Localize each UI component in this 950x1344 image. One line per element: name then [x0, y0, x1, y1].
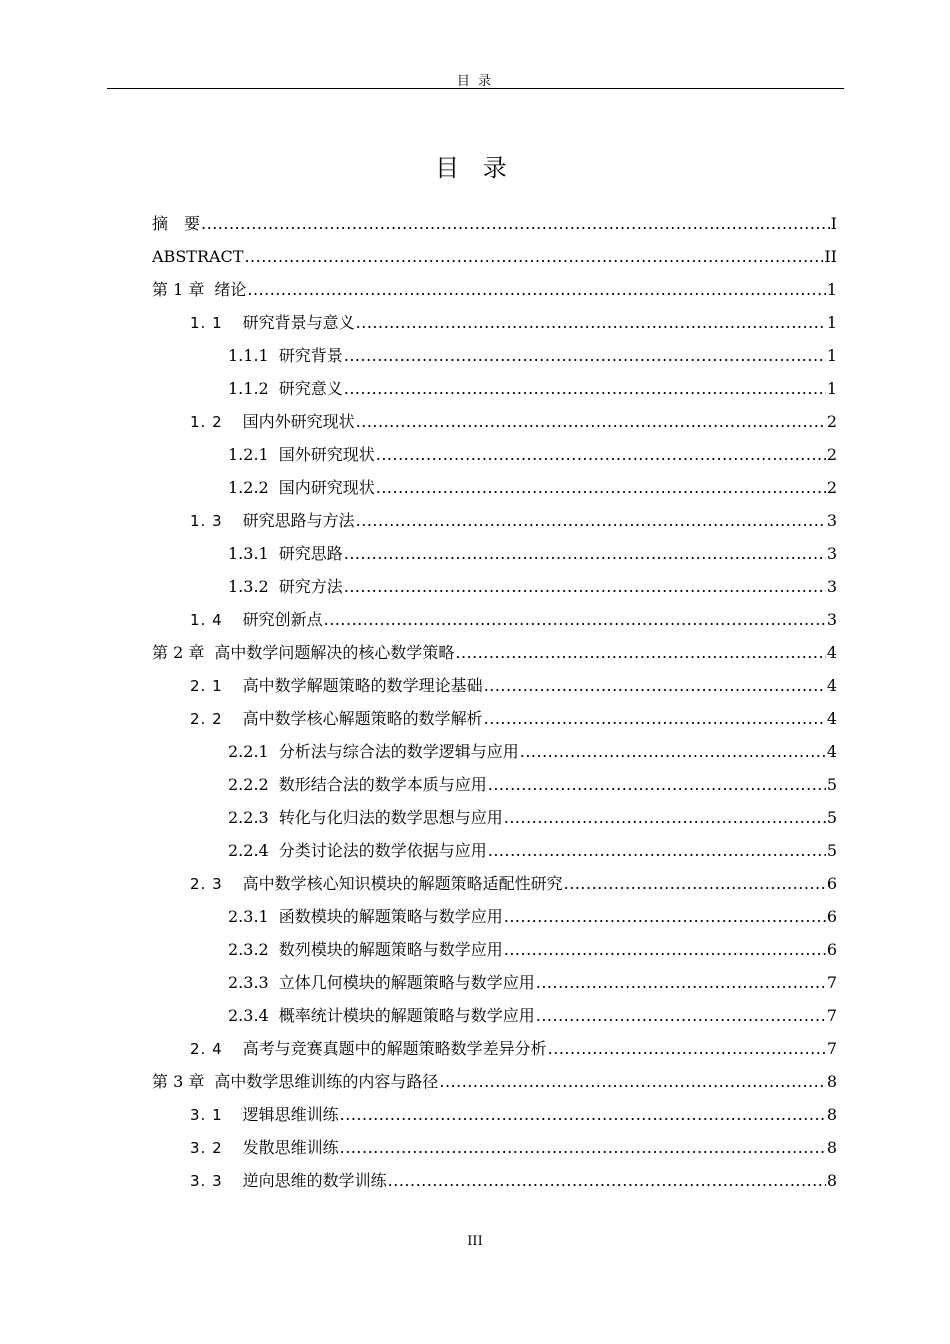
toc-entry-label: 高中数学核心解题策略的数学解析: [242, 709, 483, 728]
toc-entry-number: 2.3.4: [228, 1006, 269, 1025]
toc-entry[interactable]: [152, 405, 837, 438]
toc-entry-page: 1: [826, 379, 837, 398]
toc-entry-label: 高中数学问题解决的核心数学策略: [214, 643, 455, 662]
toc-entry-number: 2.3.1: [228, 907, 269, 926]
toc-entry-page: 7: [826, 973, 837, 992]
toc-entry-number: 2.2.2: [228, 775, 269, 794]
toc-entry-number: 1.3.2: [228, 577, 269, 596]
toc-entry-page: 8: [826, 1072, 837, 1091]
toc-entry-number: 1.2.1: [228, 445, 269, 464]
toc-entry[interactable]: [152, 735, 837, 768]
toc-entry-page: 1: [826, 346, 837, 365]
toc-entry-number: 1.2.2: [228, 478, 269, 497]
toc-entry-page: 1: [826, 313, 837, 332]
toc-entry-page: 2: [826, 445, 837, 464]
toc-entry-label: 分类讨论法的数学依据与应用: [278, 841, 487, 860]
toc-leader-dots: [484, 702, 826, 735]
toc-leader-dots: [484, 669, 826, 702]
toc-entry-page: 5: [826, 841, 837, 860]
toc-entry-label: 逆向思维的数学训练: [242, 1171, 387, 1190]
toc-leader-dots: [536, 999, 826, 1032]
toc-entry[interactable]: [152, 207, 837, 240]
toc-entry[interactable]: [152, 801, 837, 834]
toc-entry-number: 3. 2: [190, 1139, 223, 1157]
toc-entry-number: 2.2.4: [228, 841, 269, 860]
toc-entry-number: 1.1.1: [228, 346, 269, 365]
toc-leader-dots: [504, 900, 826, 933]
toc-entry-number: 1.3.1: [228, 544, 269, 563]
toc-entry-page: 4: [826, 676, 837, 695]
toc-entry-number: 2.2.3: [228, 808, 269, 827]
toc-entry-page: 6: [826, 907, 837, 926]
toc-entry-page: I: [830, 214, 837, 233]
toc-entry-label: 概率统计模块的解题策略与数学应用: [278, 1006, 535, 1025]
toc-entry-label: 研究创新点: [242, 610, 323, 629]
toc-entry-number: 2. 3: [190, 875, 223, 893]
table-of-contents: [152, 207, 837, 1197]
toc-entry[interactable]: [152, 834, 837, 867]
toc-entry[interactable]: [152, 1098, 837, 1131]
toc-entry-label: 发散思维训练: [242, 1138, 339, 1157]
toc-leader-dots: [488, 768, 826, 801]
toc-entry[interactable]: [152, 471, 837, 504]
toc-entry-label: 研究方法: [278, 577, 343, 596]
toc-leader-dots: [344, 570, 826, 603]
toc-entry-number: 3. 1: [190, 1106, 223, 1124]
toc-entry[interactable]: [152, 273, 837, 306]
toc-entry[interactable]: [152, 1032, 837, 1065]
toc-leader-dots: [244, 240, 823, 273]
toc-entry[interactable]: [152, 669, 837, 702]
toc-entry-page: 2: [826, 478, 837, 497]
toc-entry-label: ABSTRACT: [152, 247, 244, 266]
toc-entry-label: 立体几何模块的解题策略与数学应用: [278, 973, 535, 992]
toc-leader-dots: [488, 834, 826, 867]
toc-entry-number: 2.3.3: [228, 973, 269, 992]
toc-entry[interactable]: [152, 1131, 837, 1164]
toc-entry-number: 第 1 章: [152, 280, 205, 299]
toc-entry-number: 1. 4: [190, 611, 223, 629]
toc-entry-page: 7: [826, 1006, 837, 1025]
toc-leader-dots: [388, 1164, 826, 1197]
toc-entry[interactable]: [152, 306, 837, 339]
toc-entry[interactable]: [152, 999, 837, 1032]
toc-entry-page: 4: [826, 742, 837, 761]
toc-leader-dots: [356, 504, 826, 537]
toc-entry-page: 8: [826, 1171, 837, 1190]
toc-entry-label: 高中数学解题策略的数学理论基础: [242, 676, 483, 695]
toc-entry[interactable]: [152, 570, 837, 603]
toc-entry[interactable]: [152, 966, 837, 999]
toc-entry[interactable]: [152, 438, 837, 471]
toc-leader-dots: [504, 933, 826, 966]
toc-entry-number: 2. 1: [190, 677, 223, 695]
toc-entry-number: 1. 1: [190, 314, 223, 332]
toc-leader-dots: [340, 1098, 826, 1131]
toc-entry-page: 4: [826, 709, 837, 728]
toc-entry[interactable]: [152, 867, 837, 900]
toc-leader-dots: [344, 537, 826, 570]
toc-entry-label: 研究思路与方法: [242, 511, 355, 530]
toc-leader-dots: [564, 867, 826, 900]
toc-entry-label: 国内外研究现状: [242, 412, 355, 431]
toc-entry[interactable]: [152, 1164, 837, 1197]
toc-leader-dots: [520, 735, 826, 768]
toc-entry-page: 3: [826, 610, 837, 629]
toc-leader-dots: [344, 372, 826, 405]
toc-entry-label: 研究背景: [278, 346, 343, 365]
toc-entry-number: 1. 2: [190, 413, 223, 431]
toc-entry-number: 第 2 章: [152, 643, 205, 662]
toc-entry-label: 数列模块的解题策略与数学应用: [278, 940, 503, 959]
toc-entry-number: 2.2.1: [228, 742, 269, 761]
running-header: 目 录: [456, 74, 494, 89]
toc-leader-dots: [201, 207, 830, 240]
toc-entry-label: 绪论: [214, 280, 247, 299]
toc-entry-page: 5: [826, 775, 837, 794]
toc-entry-page: 7: [826, 1039, 837, 1058]
toc-entry-number: 2. 2: [190, 710, 223, 728]
toc-entry-label: 数形结合法的数学本质与应用: [278, 775, 487, 794]
toc-entry-page: II: [824, 247, 837, 266]
toc-entry-label: 研究背景与意义: [242, 313, 355, 332]
toc-entry-page: 2: [826, 412, 837, 431]
toc-entry-label: 国内研究现状: [278, 478, 375, 497]
toc-entry-label: 逻辑思维训练: [242, 1105, 339, 1124]
toc-entry[interactable]: [152, 537, 837, 570]
toc-leader-dots: [548, 1032, 826, 1065]
toc-entry[interactable]: [152, 702, 837, 735]
toc-entry-label: 研究思路: [278, 544, 343, 563]
toc-entry-page: 5: [826, 808, 837, 827]
toc-entry-number: 2. 4: [190, 1040, 223, 1058]
toc-entry-label: 函数模块的解题策略与数学应用: [278, 907, 503, 926]
toc-entry-label: 分析法与综合法的数学逻辑与应用: [278, 742, 519, 761]
toc-entry-page: 6: [826, 940, 837, 959]
toc-entry-label: 转化与化归法的数学思想与应用: [278, 808, 503, 827]
toc-entry-page: 3: [826, 544, 837, 563]
toc-entry-page: 8: [826, 1105, 837, 1124]
toc-leader-dots: [356, 306, 826, 339]
toc-entry-label: 高中数学思维训练的内容与路径: [214, 1072, 439, 1091]
header-rule: [107, 88, 844, 89]
toc-entry[interactable]: [152, 768, 837, 801]
page-number: III: [467, 1234, 483, 1249]
toc-entry-page: 3: [826, 511, 837, 530]
toc-entry[interactable]: [152, 504, 837, 537]
toc-entry-number: 2.3.2: [228, 940, 269, 959]
toc-entry[interactable]: [152, 339, 837, 372]
toc-entry-number: 1. 3: [190, 512, 223, 530]
toc-entry-page: 3: [826, 577, 837, 596]
toc-entry-label: 高中数学核心知识模块的解题策略适配性研究: [242, 874, 563, 893]
toc-leader-dots: [504, 801, 826, 834]
toc-leader-dots: [455, 636, 825, 669]
toc-entry[interactable]: [152, 933, 837, 966]
toc-entry[interactable]: [152, 603, 837, 636]
toc-leader-dots: [340, 1131, 826, 1164]
toc-entry[interactable]: [152, 1065, 837, 1098]
toc-leader-dots: [247, 273, 825, 306]
toc-entry-page: 8: [826, 1138, 837, 1157]
toc-entry-page: 1: [826, 280, 837, 299]
toc-leader-dots: [376, 471, 826, 504]
toc-leader-dots: [376, 438, 826, 471]
toc-entry-number: 3. 3: [190, 1172, 223, 1190]
toc-leader-dots: [536, 966, 826, 999]
toc-leader-dots: [324, 603, 826, 636]
toc-leader-dots: [356, 405, 826, 438]
toc-entry[interactable]: [152, 372, 837, 405]
toc-leader-dots: [439, 1065, 825, 1098]
toc-entry-page: 6: [826, 874, 837, 893]
toc-entry-label: 研究意义: [278, 379, 343, 398]
toc-entry-label: 摘 要: [152, 214, 201, 233]
toc-entry[interactable]: [152, 636, 837, 669]
toc-entry-number: 1.1.2: [228, 379, 269, 398]
toc-entry-label: 国外研究现状: [278, 445, 375, 464]
toc-entry-label: 高考与竞赛真题中的解题策略数学差异分析: [242, 1039, 547, 1058]
toc-entry-page: 4: [826, 643, 837, 662]
toc-leader-dots: [344, 339, 826, 372]
toc-entry[interactable]: [152, 900, 837, 933]
page-title: 目 录: [435, 154, 515, 182]
toc-entry[interactable]: [152, 240, 837, 273]
toc-entry-number: 第 3 章: [152, 1072, 205, 1091]
